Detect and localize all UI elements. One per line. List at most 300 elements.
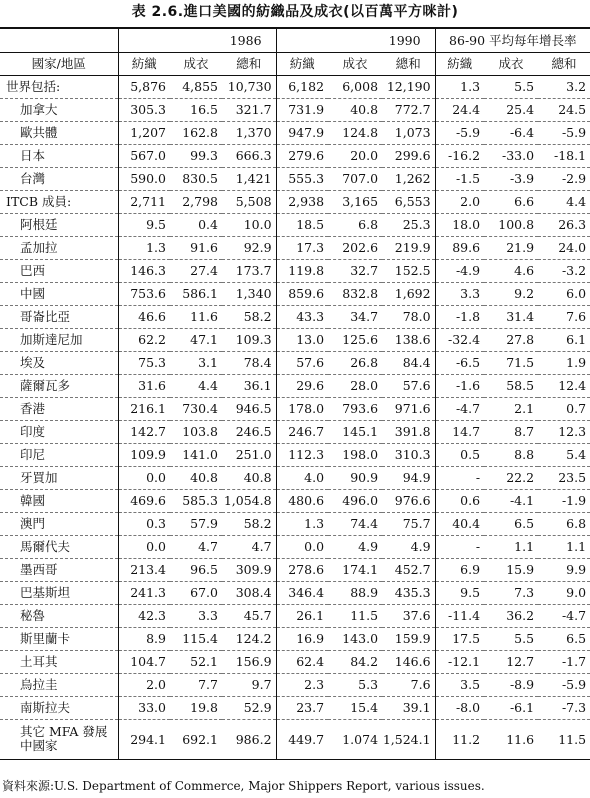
value-cell: 590.0 [118,167,170,190]
value-cell: 20.0 [328,144,382,167]
value-cell: -32.4 [435,328,484,351]
value-cell: 2.3 [276,673,328,696]
value-cell: 4.6 [484,259,538,282]
table-row [0,466,590,489]
value-cell: 104.7 [118,650,170,673]
table-row [0,719,590,759]
value-cell: -12.1 [435,650,484,673]
value-cell: 37.6 [382,604,435,627]
header-subcol: 紡織 [435,52,484,75]
value-cell: 91.6 [170,236,222,259]
value-cell: 793.6 [328,397,382,420]
value-cell: -1.8 [435,305,484,328]
value-cell: 62.4 [276,650,328,673]
value-cell: 279.6 [276,144,328,167]
value-cell: 11.6 [170,305,222,328]
value-cell: 156.9 [222,650,276,673]
table-row [0,282,590,305]
value-cell: 449.7 [276,719,328,759]
value-cell: 23.5 [538,466,590,489]
row-label: 土耳其 [0,650,118,673]
value-cell: 4.7 [170,535,222,558]
row-label: 孟加拉 [0,236,118,259]
value-cell: 730.4 [170,397,222,420]
value-cell: 246.7 [276,420,328,443]
value-cell: 391.8 [382,420,435,443]
header-blank-cell [0,28,118,52]
value-cell: 2,798 [170,190,222,213]
value-cell: 971.6 [382,397,435,420]
value-cell: -5.9 [435,121,484,144]
value-cell: 3.3 [435,282,484,305]
value-cell: 90.9 [328,466,382,489]
value-cell: 5,508 [222,190,276,213]
table-row [0,259,590,282]
value-cell: 1,421 [222,167,276,190]
value-cell: 0.7 [538,397,590,420]
value-cell: -3.2 [538,259,590,282]
value-cell: 57.9 [170,512,222,535]
value-cell: 2.0 [118,673,170,696]
value-cell: 115.4 [170,627,222,650]
value-cell: -5.9 [538,121,590,144]
textile-import-table [0,27,590,760]
header-group-row [0,28,590,52]
value-cell: 452.7 [382,558,435,581]
value-cell: 3.5 [435,673,484,696]
value-cell: 4.4 [538,190,590,213]
header-subcol: 成衣 [328,52,382,75]
value-cell: 5.3 [328,673,382,696]
value-cell: 89.6 [435,236,484,259]
value-cell: 43.3 [276,305,328,328]
row-label: 巴基斯坦 [0,581,118,604]
value-cell: 4.9 [382,535,435,558]
table-row [0,673,590,696]
value-cell: -8.9 [484,673,538,696]
value-cell: 346.4 [276,581,328,604]
header-column-row [0,52,590,75]
value-cell: 47.1 [170,328,222,351]
value-cell: 7.6 [538,305,590,328]
value-cell: 4.4 [170,374,222,397]
row-label: 牙買加 [0,466,118,489]
table-row [0,420,590,443]
row-label: 烏拉圭 [0,673,118,696]
value-cell: 29.6 [276,374,328,397]
value-cell: 18.0 [435,213,484,236]
value-cell: 1,262 [382,167,435,190]
table-row [0,581,590,604]
value-cell: 45.7 [222,604,276,627]
value-cell: 305.3 [118,98,170,121]
row-label: 馬爾代夫 [0,535,118,558]
value-cell: 6.1 [538,328,590,351]
value-cell: 152.5 [382,259,435,282]
value-cell: -6.4 [484,121,538,144]
row-label: ITCB 成員: [0,190,118,213]
table-row [0,374,590,397]
header-region: 國家/地區 [0,52,118,75]
table-row [0,351,590,374]
value-cell: 3.1 [170,351,222,374]
value-cell: 178.0 [276,397,328,420]
value-cell: 12,190 [382,75,435,98]
value-cell: 202.6 [328,236,382,259]
value-cell: 109.3 [222,328,276,351]
value-cell: 124.2 [222,627,276,650]
row-label: 韓國 [0,489,118,512]
value-cell: 308.4 [222,581,276,604]
value-cell: 58.2 [222,305,276,328]
row-label: 薩爾瓦多 [0,374,118,397]
value-cell: 2.0 [435,190,484,213]
value-cell: 6.5 [484,512,538,535]
value-cell: 11.6 [506,731,535,747]
value-cell: 5.5 [484,75,538,98]
row-label: 阿根廷 [0,213,118,236]
value-cell: 7.7 [170,673,222,696]
value-cell: 0.0 [118,535,170,558]
value-cell: 772.7 [382,98,435,121]
value-cell: 12.3 [538,420,590,443]
value-cell: 57.6 [276,351,328,374]
value-cell: 32.7 [328,259,382,282]
value-cell: 5,876 [118,75,170,98]
value-cell: 22.2 [484,466,538,489]
value-cell: 143.0 [328,627,382,650]
value-cell: 1.074 [342,731,379,747]
value-cell: -33.0 [484,144,538,167]
value-cell: 976.6 [382,489,435,512]
value-cell: -4.7 [538,604,590,627]
value-cell: 555.3 [276,167,328,190]
value-cell: 986.2 [235,731,272,747]
value-cell: -16.2 [435,144,484,167]
value-cell: 6,008 [328,75,382,98]
value-cell: 1,370 [222,121,276,144]
value-cell: - [435,466,484,489]
row-label: 斯里蘭卡 [0,627,118,650]
row-label: 澳門 [0,512,118,535]
value-cell: 74.4 [328,512,382,535]
row-label: 其它 MFA 發展中國家 [20,724,108,753]
value-cell: -11.4 [435,604,484,627]
value-cell: 9.7 [222,673,276,696]
row-label: 加斯達尼加 [0,328,118,351]
value-cell: 832.8 [328,282,382,305]
row-label: 日本 [0,144,118,167]
value-cell: 585.3 [170,489,222,512]
value-cell: 8.7 [484,420,538,443]
row-label: 台灣 [0,167,118,190]
row-label: 印尼 [0,443,118,466]
value-cell: 6.0 [538,282,590,305]
value-cell: 469.6 [118,489,170,512]
row-label: 中國 [0,282,118,305]
value-cell: 33.0 [118,696,170,719]
table-row [0,512,590,535]
table-row [0,627,590,650]
header-subcol: 總和 [222,52,276,75]
table-row [0,75,590,98]
value-cell: 26.1 [276,604,328,627]
value-cell: 71.5 [484,351,538,374]
value-cell: -8.0 [435,696,484,719]
value-cell: 6,553 [382,190,435,213]
value-cell: 16.5 [170,98,222,121]
value-cell: 1.3 [118,236,170,259]
value-cell: 100.8 [484,213,538,236]
value-cell: 146.6 [382,650,435,673]
table-row [0,236,590,259]
value-cell: 1,207 [118,121,170,144]
header-subcol: 成衣 [170,52,222,75]
value-cell: 0.0 [118,466,170,489]
value-cell: 78.4 [222,351,276,374]
row-label: 秘魯 [0,604,118,627]
value-cell: 707.0 [328,167,382,190]
value-cell: 17.3 [276,236,328,259]
value-cell: 6.9 [435,558,484,581]
value-cell: 16.9 [276,627,328,650]
value-cell: 3.3 [170,604,222,627]
table-row [0,397,590,420]
value-cell: 5.5 [484,627,538,650]
value-cell: 141.0 [170,443,222,466]
value-cell: 219.9 [382,236,435,259]
value-cell: 2,711 [118,190,170,213]
value-cell: 24.4 [435,98,484,121]
value-cell: 84.2 [328,650,382,673]
value-cell: 947.9 [276,121,328,144]
value-cell: 1.3 [276,512,328,535]
header-year-1990: 1990 [276,28,435,52]
value-cell: 75.3 [118,351,170,374]
value-cell: 112.3 [276,443,328,466]
value-cell: 6.8 [538,512,590,535]
table-row [0,144,590,167]
row-label: 南斯拉夫 [0,696,118,719]
table-row [0,190,590,213]
value-cell: 213.4 [118,558,170,581]
value-cell: 36.2 [484,604,538,627]
table-row [0,98,590,121]
value-cell: 666.3 [222,144,276,167]
row-label: 歐共體 [0,121,118,144]
value-cell: 10,730 [222,75,276,98]
value-cell: 11.5 [558,731,587,747]
value-cell: 40.8 [222,466,276,489]
value-cell: -1.7 [538,650,590,673]
value-cell: -1.5 [435,167,484,190]
table-row [0,489,590,512]
value-cell: 1.9 [538,351,590,374]
value-cell: -1.9 [538,489,590,512]
value-cell: 251.0 [222,443,276,466]
value-cell: 11.5 [328,604,382,627]
value-cell: -4.7 [435,397,484,420]
value-cell: 58.2 [222,512,276,535]
value-cell: 496.0 [328,489,382,512]
value-cell: 8.9 [118,627,170,650]
value-cell: 3,165 [328,190,382,213]
value-cell: 9.9 [538,558,590,581]
value-cell: 25.4 [484,98,538,121]
row-label: 加拿大 [0,98,118,121]
value-cell: 23.7 [276,696,328,719]
value-cell: 142.7 [118,420,170,443]
value-cell: 174.1 [328,558,382,581]
value-cell: 4,855 [170,75,222,98]
value-cell: -2.9 [538,167,590,190]
value-cell: 62.2 [118,328,170,351]
value-cell: 9.0 [538,581,590,604]
value-cell: 24.5 [538,98,590,121]
value-cell: 946.5 [222,397,276,420]
value-cell: 94.9 [382,466,435,489]
value-cell: 0.0 [276,535,328,558]
value-cell: 2.1 [484,397,538,420]
value-cell: 138.6 [382,328,435,351]
value-cell: 28.0 [328,374,382,397]
value-cell: 1.1 [538,535,590,558]
value-cell: 25.3 [382,213,435,236]
value-cell: 3.2 [538,75,590,98]
value-cell: 39.1 [382,696,435,719]
value-cell: -6.5 [435,351,484,374]
source-note: 資料來源:U.S. Department of Commerce, Major Shippers Report, various issues. [2,779,485,793]
row-label: 世界包括: [0,75,118,98]
value-cell: -4.1 [484,489,538,512]
value-cell: 27.8 [484,328,538,351]
value-cell: 6.6 [484,190,538,213]
value-cell: 11.2 [435,719,484,759]
value-cell: 31.4 [484,305,538,328]
value-cell: 14.7 [435,420,484,443]
value-cell: 435.3 [382,581,435,604]
row-label: 香港 [0,397,118,420]
value-cell: 1,524.1 [382,731,431,747]
value-cell: 9.5 [118,213,170,236]
table-row [0,305,590,328]
value-cell: 84.4 [382,351,435,374]
value-cell: 96.5 [170,558,222,581]
value-cell: 12.7 [484,650,538,673]
value-cell: -7.3 [538,696,590,719]
header-subcol: 總和 [382,52,435,75]
value-cell: 75.7 [382,512,435,535]
value-cell: 34.7 [328,305,382,328]
value-cell: 119.8 [276,259,328,282]
value-cell: 4.7 [222,535,276,558]
table-row [0,535,590,558]
value-cell: 567.0 [118,144,170,167]
row-label: 巴西 [0,259,118,282]
value-cell: 36.1 [222,374,276,397]
table-row [0,558,590,581]
value-cell: 6,182 [276,75,328,98]
value-cell: 159.9 [382,627,435,650]
value-cell: 13.0 [276,328,328,351]
value-cell: 10.0 [222,213,276,236]
header-year-1986: 1986 [118,28,276,52]
value-cell: 24.0 [538,236,590,259]
table-row [0,443,590,466]
value-cell: 18.5 [276,213,328,236]
value-cell: 109.9 [118,443,170,466]
value-cell: 480.6 [276,489,328,512]
value-cell: -18.1 [538,144,590,167]
value-cell: 692.1 [182,731,218,747]
value-cell: 58.5 [484,374,538,397]
header-subcol: 紡織 [118,52,170,75]
value-cell: 67.0 [170,581,222,604]
value-cell: 78.0 [382,305,435,328]
value-cell: -4.9 [435,259,484,282]
value-cell: 294.1 [118,719,170,759]
value-cell: 1,073 [382,121,435,144]
value-cell: 0.5 [435,443,484,466]
value-cell: 278.6 [276,558,328,581]
table-row [0,121,590,144]
value-cell: -1.6 [435,374,484,397]
value-cell: 31.6 [118,374,170,397]
table-row [0,604,590,627]
value-cell: 15.9 [484,558,538,581]
value-cell: 1.3 [435,75,484,98]
row-label: 埃及 [0,351,118,374]
table-row [0,213,590,236]
value-cell: 27.4 [170,259,222,282]
value-cell: 2,938 [276,190,328,213]
value-cell: -5.9 [538,673,590,696]
value-cell: 241.3 [118,581,170,604]
header-subcol: 總和 [538,52,590,75]
value-cell: 5.4 [538,443,590,466]
value-cell: -6.1 [484,696,538,719]
table-row [0,167,590,190]
row-label: 墨西哥 [0,558,118,581]
value-cell: 52.1 [170,650,222,673]
value-cell: 1,054.8 [222,489,276,512]
value-cell: 7.3 [484,581,538,604]
value-cell: 586.1 [170,282,222,305]
value-cell: 753.6 [118,282,170,305]
value-cell: 0.4 [170,213,222,236]
value-cell: - [435,535,484,558]
value-cell: 830.5 [170,167,222,190]
value-cell: 4.9 [328,535,382,558]
value-cell: 145.1 [328,420,382,443]
value-cell: 40.8 [170,466,222,489]
value-cell: 146.3 [118,259,170,282]
header-subcol: 紡織 [276,52,328,75]
value-cell: 125.6 [328,328,382,351]
value-cell: 9.2 [484,282,538,305]
header-growth-rate: 86-90 平均每年增長率 [435,28,590,52]
value-cell: 42.3 [118,604,170,627]
value-cell: 1.1 [484,535,538,558]
value-cell: 40.4 [435,512,484,535]
value-cell: 12.4 [538,374,590,397]
value-cell: 7.6 [382,673,435,696]
value-cell: 19.8 [170,696,222,719]
value-cell: 26.8 [328,351,382,374]
header-subcol: 成衣 [484,52,538,75]
value-cell: 1,340 [222,282,276,305]
value-cell: 216.1 [118,397,170,420]
